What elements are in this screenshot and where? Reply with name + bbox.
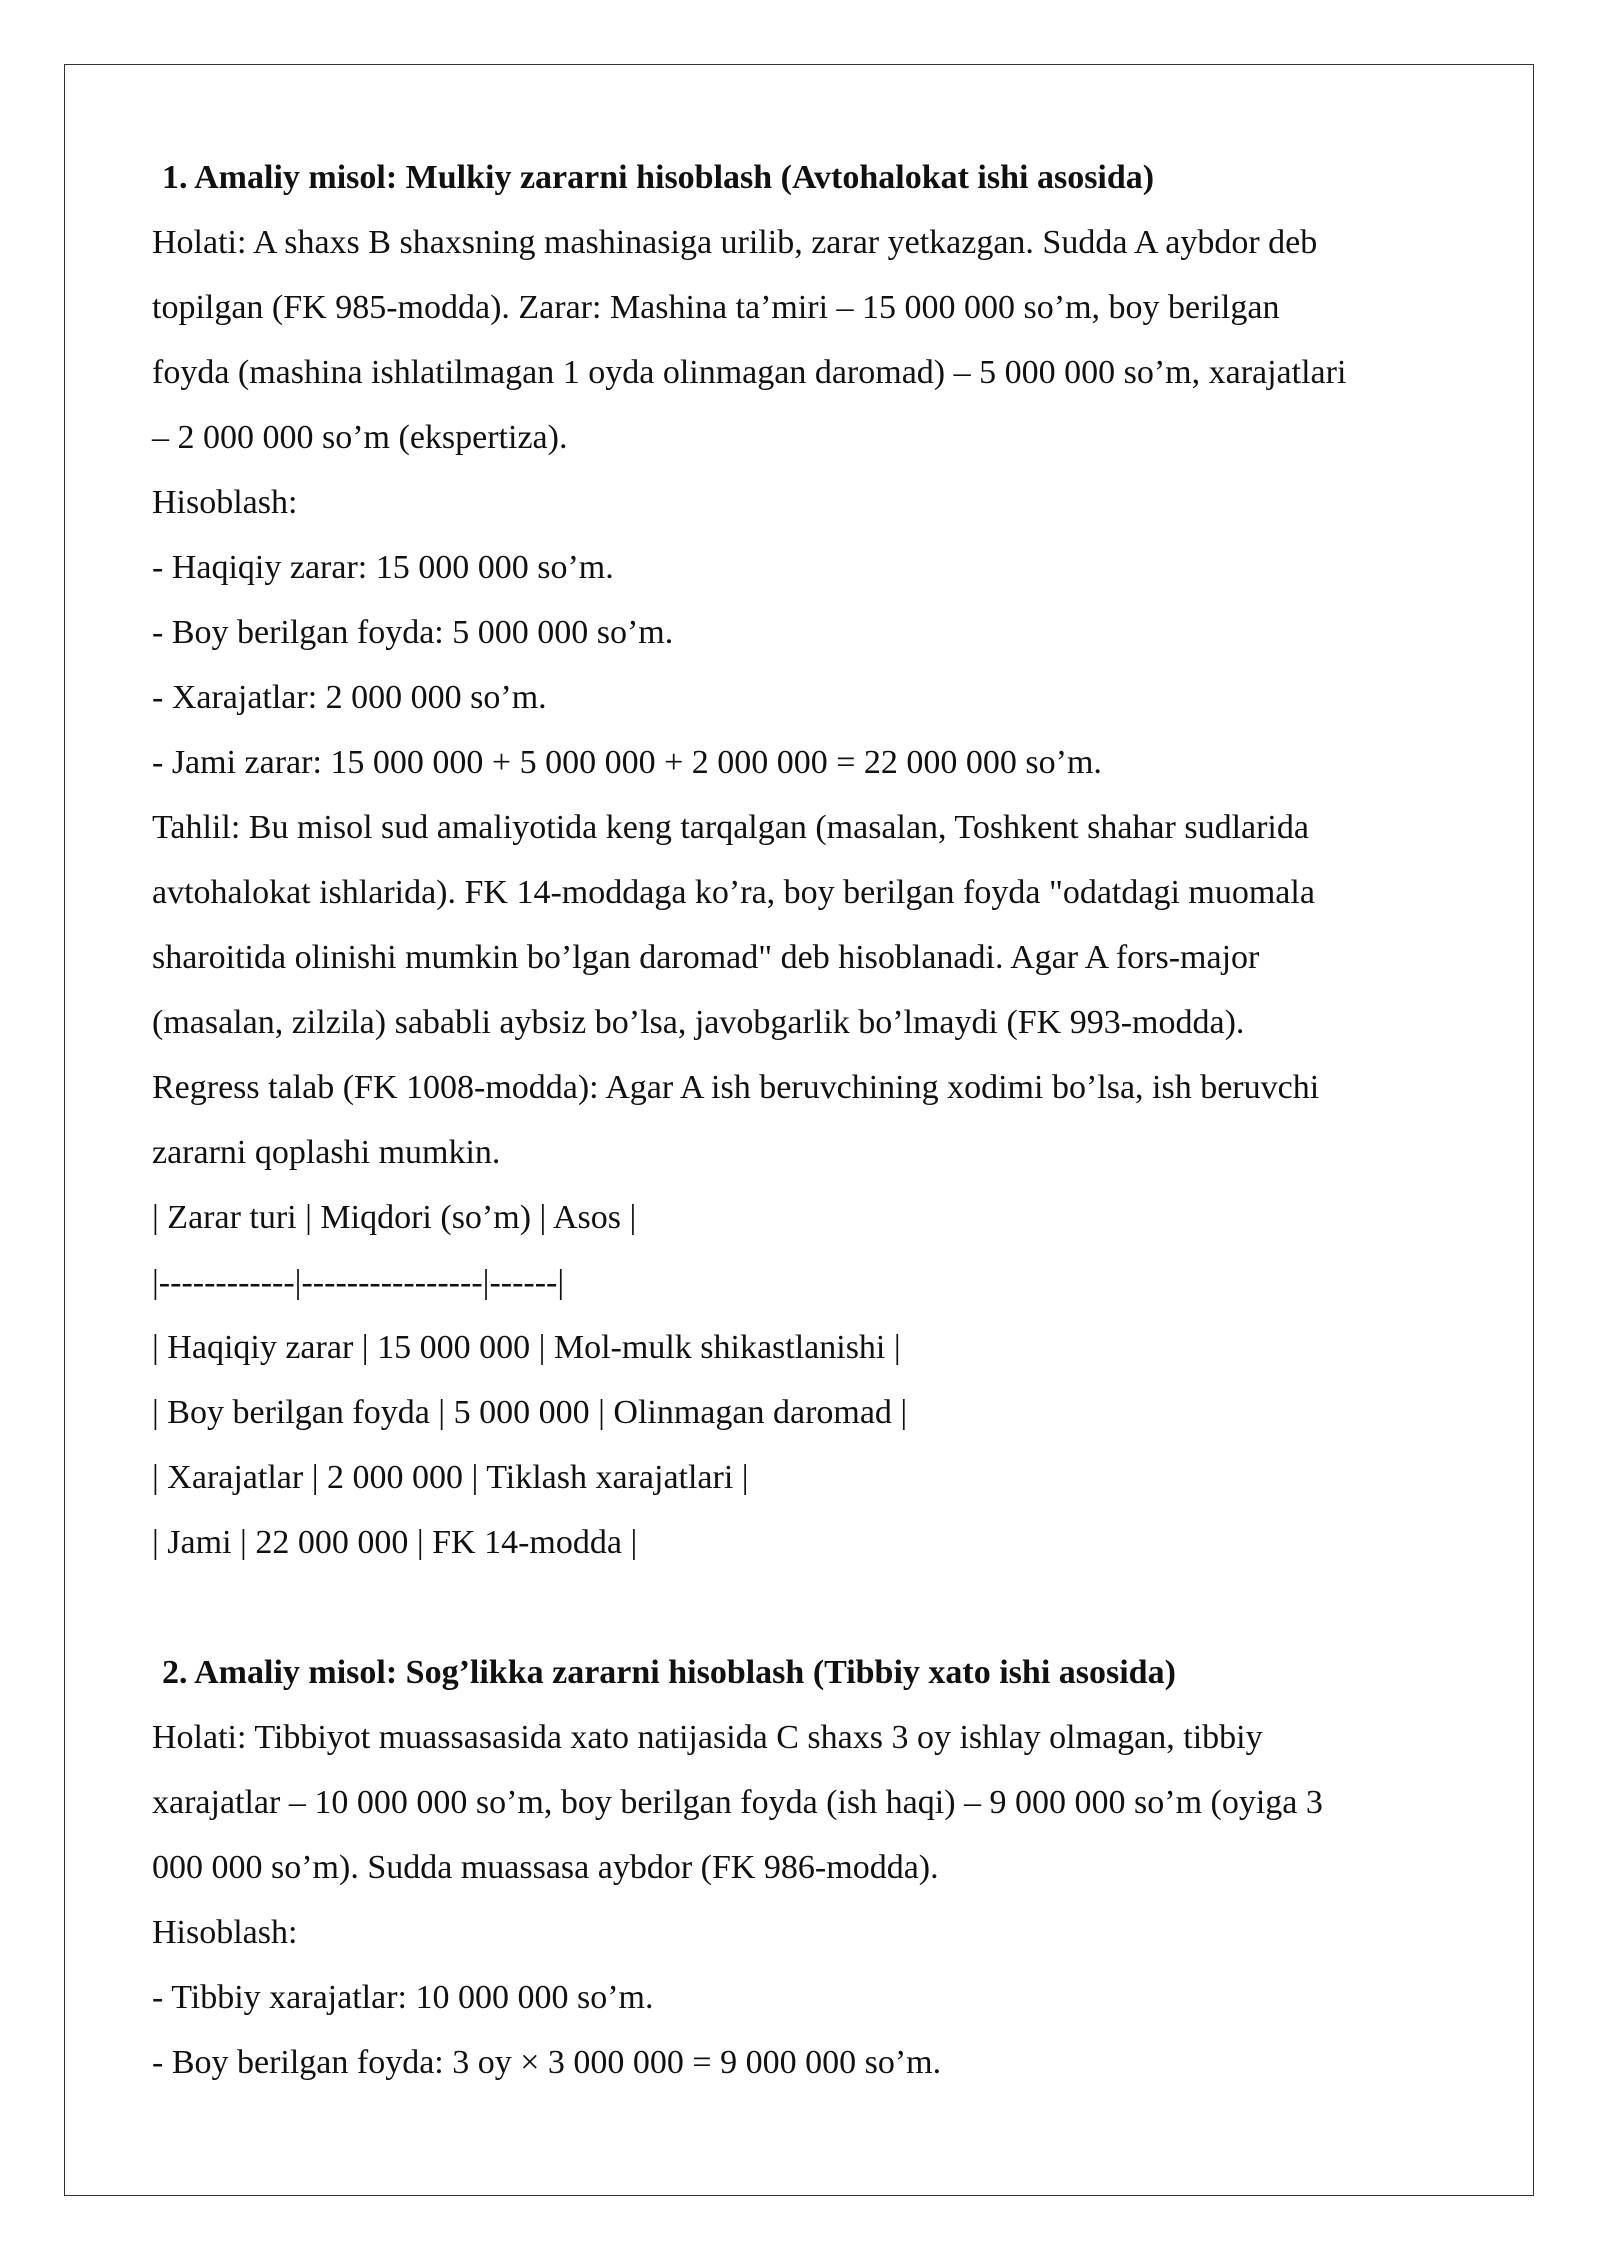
text-line: avtohalokat ishlarida). FK 14-moddaga ko’ra, boy berilgan foyda "odatdagi muomala <box>152 874 1315 911</box>
text-line: Regress talab (FK 1008-modda): Agar A ish beruvchining xodimi bo’lsa, ish beruvchi <box>152 1069 1320 1106</box>
calc-item: - Haqiqiy zarar: 15 000 000 so’m. <box>152 549 614 586</box>
text-line: Tahlil: Bu misol sud amaliyotida keng tarqalgan (masalan, Toshkent shahar sudlarida <box>152 809 1309 846</box>
text-line: foyda (mashina ishlatilmagan 1 oyda olinmagan daromad) – 5 000 000 so’m, xarajatlari <box>152 354 1347 391</box>
text-line: 000 000 so’m). Sudda muassasa aybdor (FK 986-modda). <box>152 1849 939 1886</box>
section2-calc-list <box>152 1965 1492 2095</box>
table-row: | Xarajatlar | 2 000 000 | Tiklash xarajatlari | <box>152 1459 749 1496</box>
section1-analysis <box>152 795 1492 1185</box>
text-line: zararni qoplashi mumkin. <box>152 1134 501 1171</box>
section2-calc-label: Hisoblash: <box>152 1914 298 1951</box>
calc-item: - Tibbiy xarajatlar: 10 000 000 so’m. <box>152 1979 654 2016</box>
text-line: sharoitida olinishi mumkin bo’lgan daromad" deb hisoblanadi. Agar A fors-major <box>152 939 1260 976</box>
section1-situation <box>152 210 1492 470</box>
section2-situation <box>152 1705 1492 1900</box>
text-line: topilgan (FK 985-modda). Zarar: Mashina ta’miri – 15 000 000 so’m, boy berilgan <box>152 289 1280 326</box>
text-line: (masalan, zilzila) sababli aybsiz bo’lsa, javobgarlik bo’lmaydi (FK 993-modda). <box>152 1004 1245 1041</box>
text-line: xarajatlar – 10 000 000 so’m, boy berilgan foyda (ish haqi) – 9 000 000 so’m (oyiga 3 <box>152 1784 1323 1821</box>
section1-calc-list <box>152 535 1492 795</box>
calc-item: - Boy berilgan foyda: 3 oy × 3 000 000 = 9 000 000 so’m. <box>152 2044 942 2081</box>
table-header-line: | Zarar turi | Miqdori (so’m) | Asos | <box>152 1199 637 1236</box>
section2-heading: 2. Amaliy misol: Sog’likka zararni hisoblash (Tibbiy xato ishi asosida) <box>162 1654 1176 1691</box>
table-row: | Jami | 22 000 000 | FK 14-modda | <box>152 1524 638 1561</box>
text-line: – 2 000 000 so’m (ekspertiza). <box>152 419 568 456</box>
text-line: Holati: Tibbiyot muassasasida xato natijasida C shaxs 3 oy ishlay olmagan, tibbiy <box>152 1719 1263 1756</box>
document-body <box>152 145 1492 2095</box>
section1-calc-label: Hisoblash: <box>152 484 298 521</box>
text-line: Holati: A shaxs B shaxsning mashinasiga urilib, zarar yetkazgan. Sudda A aybdor deb <box>152 224 1318 261</box>
calc-item: - Jami zarar: 15 000 000 + 5 000 000 + 2 000 000 = 22 000 000 so’m. <box>152 744 1102 781</box>
calc-item: - Xarajatlar: 2 000 000 so’m. <box>152 679 547 716</box>
table-separator-line: |------------|----------------|------| <box>152 1264 565 1301</box>
section1-markdown-table <box>152 1185 1492 1575</box>
table-row: | Boy berilgan foyda | 5 000 000 | Olinmagan daromad | <box>152 1394 908 1431</box>
calc-item: - Boy berilgan foyda: 5 000 000 so’m. <box>152 614 674 651</box>
section-spacer <box>152 1575 1492 1640</box>
table-row: | Haqiqiy zarar | 15 000 000 | Mol-mulk shikastlanishi | <box>152 1329 901 1366</box>
section1-heading: 1. Amaliy misol: Mulkiy zararni hisoblash (Avtohalokat ishi asosida) <box>162 159 1155 196</box>
